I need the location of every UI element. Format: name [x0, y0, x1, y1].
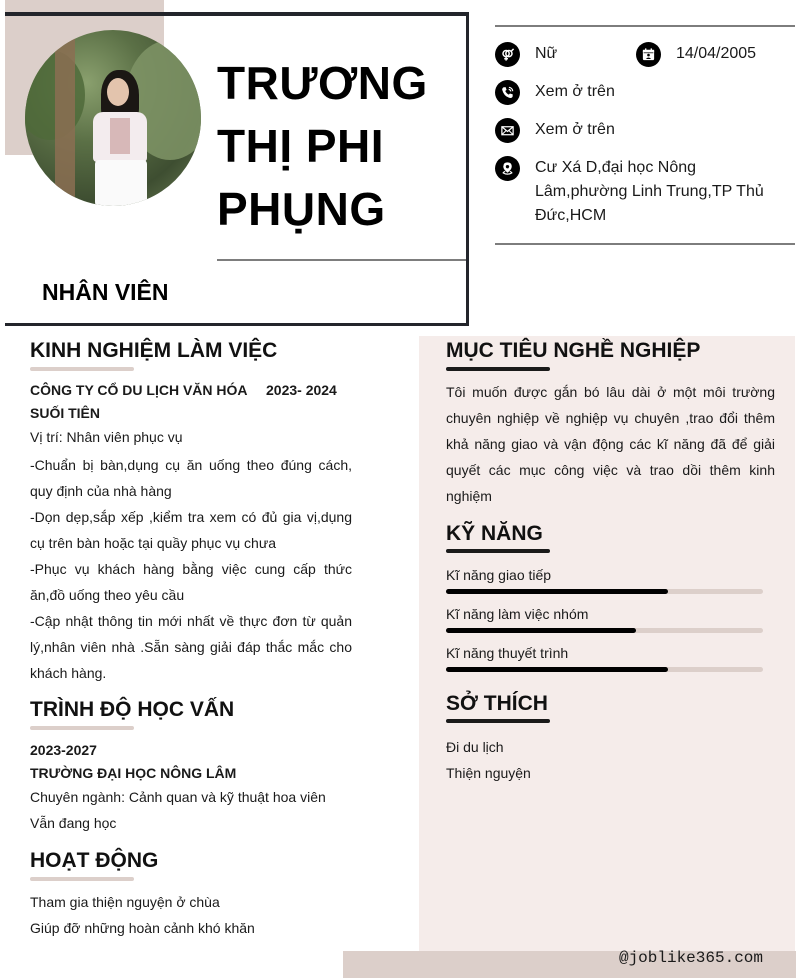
education-school: TRƯỜNG ĐẠI HỌC NÔNG LÂM: [30, 765, 237, 781]
skill-label: Kĩ năng giao tiếp: [446, 567, 552, 583]
photo-tree-trunk: [55, 30, 75, 206]
full-name: [217, 52, 457, 241]
activities-list: [30, 889, 255, 941]
phone-value: Xem ở trên: [535, 83, 615, 100]
job-title: NHÂN VIÊN: [42, 279, 169, 305]
activities-title: HOẠT ĐỘNG: [30, 849, 159, 872]
gender-value: Nữ: [535, 45, 558, 62]
contact-bottom-divider: [495, 243, 795, 245]
education-status: Vẫn đang học: [30, 815, 117, 831]
contact-address: [495, 156, 765, 228]
email-icon: [495, 118, 520, 143]
skill-bar-track: [446, 667, 763, 672]
skill-bar-fill: [446, 628, 636, 633]
phone-icon: [495, 80, 520, 105]
skills-underline: [446, 549, 550, 553]
education-major: Chuyên ngành: Cảnh quan và kỹ thuật hoa viên: [30, 789, 326, 805]
name-line-1: TRƯƠNG: [217, 57, 428, 109]
location-icon: [495, 156, 520, 181]
duty-item: -Chuẩn bị bàn,dụng cụ ăn uống theo đúng cách, quy định của nhà hàng: [30, 457, 352, 499]
hobbies-underline: [446, 719, 550, 723]
hobby-item: Thiện nguyện: [446, 765, 531, 781]
education-period: 2023-2027: [30, 742, 97, 758]
experience-underline: [30, 367, 134, 371]
contact-birthday: [636, 42, 756, 67]
objective-underline: [446, 367, 550, 371]
experience-duties: [30, 452, 352, 686]
gender-icon: [495, 42, 520, 67]
experience-title: KINH NGHIỆM LÀM VIỆC: [30, 339, 278, 362]
duty-item: -Cập nhật thông tin mới nhất về thực đơn từ quản lý,nhân viên nhà .Sẵn sàng giải đáp thắc mắc cho khách hàng.: [30, 613, 352, 681]
activity-item: Giúp đỡ những hoàn cảnh khó khăn: [30, 920, 255, 936]
education-underline: [30, 726, 134, 730]
experience-company: CÔNG TY CỔ DU LỊCH VĂN HÓA SUỐI TIÊN: [30, 382, 248, 421]
name-line-2: THỊ PHI: [217, 120, 385, 172]
duty-item: -Dọn dẹp,sắp xếp ,kiểm tra xem có đủ gia vị,dụng cụ trên bàn hoặc tại quầy phục vụ chưa: [30, 509, 352, 551]
email-value: Xem ở trên: [535, 121, 615, 138]
footer-watermark[interactable]: @joblike365.com: [618, 949, 763, 967]
skill-label: Kĩ năng làm việc nhóm: [446, 606, 589, 622]
contact-gender: [495, 42, 557, 67]
contact-top-divider: [495, 25, 795, 27]
skills-title: KỸ NĂNG: [446, 522, 543, 545]
calendar-icon: [636, 42, 661, 67]
contact-email: [495, 118, 615, 143]
skill-bar-fill: [446, 589, 668, 594]
birthday-value: 14/04/2005: [676, 45, 757, 62]
contact-phone: [495, 80, 615, 105]
hobbies-title: SỞ THÍCH: [446, 692, 548, 715]
hobbies-list: [446, 734, 531, 786]
name-divider: [217, 259, 466, 261]
experience-position: Vị trí: Nhân viên phục vụ: [30, 429, 183, 445]
skill-item: [446, 644, 763, 672]
objective-text: Tôi muốn được gắn bó lâu dài ở một môi trường chuyên nghiệp về nghiệp vụ chuyên ,trao đổi thêm khả năng giao và vận động các kĩ năng đã để giải quyết các mục công việc và trao dồi thêm kinh nghiệm: [446, 384, 775, 504]
name-line-3: PHỤNG: [217, 183, 386, 235]
skill-label: Kĩ năng thuyết trình: [446, 645, 569, 661]
profile-photo: [25, 30, 201, 206]
skill-bar-fill: [446, 667, 668, 672]
activities-underline: [30, 877, 134, 881]
duty-item: -Phục vụ khách hàng bằng việc cung cấp thức ăn,đồ uống theo yêu cầu: [30, 561, 352, 603]
activity-item: Tham gia thiện nguyện ở chùa: [30, 894, 220, 910]
education-title: TRÌNH ĐỘ HỌC VẤN: [30, 698, 235, 721]
photo-person: [93, 70, 149, 206]
experience-period: 2023- 2024: [266, 382, 337, 398]
skill-bar-track: [446, 589, 763, 594]
skill-item: [446, 566, 763, 594]
hobby-item: Đi du lịch: [446, 739, 504, 755]
skill-bar-track: [446, 628, 763, 633]
skill-item: [446, 605, 763, 633]
objective-title: MỤC TIÊU NGHỀ NGHIỆP: [446, 339, 701, 362]
address-value: Cư Xá D,đại học Nông Lâm,phường Linh Trung,TP Thủ Đức,HCM: [535, 159, 764, 224]
